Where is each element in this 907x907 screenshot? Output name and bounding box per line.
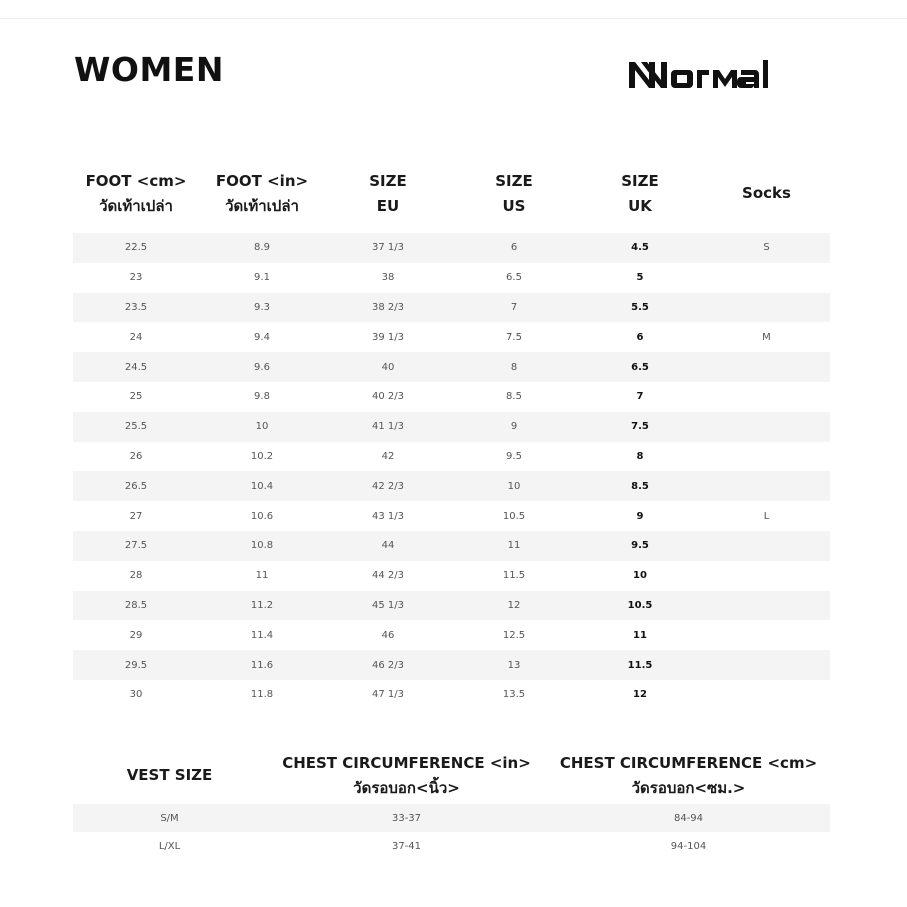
table-cell: 23.5: [73, 293, 199, 323]
table-cell: 25: [129, 391, 143, 403]
table-cell: 10.8: [199, 531, 325, 561]
table-cell: 8: [451, 352, 577, 382]
table-cell: 44: [325, 531, 451, 561]
table-cell: 46: [381, 629, 395, 641]
table-cell: 30: [129, 689, 143, 701]
table-cell: 11.6: [199, 650, 325, 680]
table-cell: 10.5: [577, 591, 703, 621]
table-cell: 11.5: [577, 650, 703, 680]
table-cell: 12: [451, 591, 577, 621]
table-row: [73, 832, 830, 860]
table-cell: 28: [129, 570, 143, 582]
table-cell: [703, 471, 830, 501]
column-header-label: Socks: [742, 184, 791, 202]
table-cell: 10.5: [502, 510, 526, 522]
table-cell: S: [703, 233, 830, 263]
table-cell: [703, 263, 830, 293]
table-cell: 26.5: [73, 471, 199, 501]
table-cell: 27: [129, 510, 143, 522]
table-cell: 5: [636, 272, 644, 284]
table-row: [73, 233, 830, 263]
table-row: [73, 620, 830, 650]
column-header-sublabel: วัดเท้าเปล่า: [99, 196, 173, 215]
table-cell: 37 1/3: [325, 233, 451, 263]
table-row: [73, 412, 830, 442]
table-cell: 13.5: [502, 689, 526, 701]
page-title: WOMEN: [74, 50, 224, 89]
table-cell: 9: [636, 510, 644, 522]
column-header-sublabel: US: [502, 196, 526, 215]
table-cell: 24: [129, 331, 143, 343]
table-cell: 9.3: [199, 293, 325, 323]
table-cell: 8: [636, 450, 644, 462]
table-cell: [703, 382, 830, 412]
table-cell: 39 1/3: [372, 331, 404, 343]
table-cell: 45 1/3: [325, 591, 451, 621]
table-cell: 11.2: [199, 591, 325, 621]
table-cell: L/XL: [158, 840, 181, 852]
table-row: [73, 471, 830, 501]
column-header: [73, 154, 199, 233]
table-cell: [703, 442, 830, 472]
table-row: [73, 322, 830, 352]
table-cell: 29.5: [73, 650, 199, 680]
shoe-size-table: [73, 154, 830, 710]
table-cell: 6: [451, 233, 577, 263]
table-cell: [703, 352, 830, 382]
table-cell: 7: [451, 293, 577, 323]
size-table-body: [73, 233, 830, 710]
table-row: [73, 804, 830, 832]
table-cell: 38 2/3: [325, 293, 451, 323]
column-header-label: FOOT <cm>: [85, 171, 187, 190]
table-cell: 11.8: [250, 689, 274, 701]
table-cell: [703, 591, 830, 621]
table-cell: 25.5: [73, 412, 199, 442]
table-row: [73, 591, 830, 621]
table-cell: S/M: [73, 804, 266, 832]
table-row: [73, 531, 830, 561]
column-header: [547, 747, 830, 804]
table-row: [73, 650, 830, 680]
column-header-sublabel: วัดรอบอก<นิ้ว>: [353, 778, 460, 797]
column-header-label: CHEST CIRCUMFERENCE <cm>: [559, 753, 818, 772]
table-cell: 23: [129, 272, 143, 284]
table-cell: 10: [633, 570, 647, 582]
column-header-sublabel: EU: [376, 196, 400, 215]
table-cell: 11: [633, 629, 647, 641]
table-cell: 5.5: [577, 293, 703, 323]
column-header-sublabel: UK: [628, 196, 652, 215]
column-header-sublabel: วัดรอบอก<ซม.>: [631, 778, 746, 797]
column-header: [73, 747, 266, 804]
table-cell: 26: [129, 450, 143, 462]
table-cell: 10.6: [250, 510, 274, 522]
table-row: [73, 382, 830, 412]
vest-table-header: [73, 747, 830, 804]
table-row: [73, 263, 830, 293]
table-cell: 8.5: [577, 471, 703, 501]
table-cell: 10.2: [250, 450, 274, 462]
table-cell: 94-104: [670, 840, 707, 852]
table-cell: 8.9: [199, 233, 325, 263]
table-cell: 43 1/3: [372, 510, 404, 522]
table-cell: 8.5: [506, 391, 522, 403]
table-cell: 11.4: [250, 629, 274, 641]
table-cell: [703, 650, 830, 680]
table-cell: 10.4: [199, 471, 325, 501]
table-cell: 11: [255, 570, 269, 582]
table-row: [73, 501, 830, 531]
table-cell: 84-94: [547, 804, 830, 832]
size-table-header: [73, 154, 830, 233]
table-cell: 4.5: [577, 233, 703, 263]
table-cell: 12.5: [502, 629, 526, 641]
table-row: [73, 442, 830, 472]
column-header: [266, 747, 547, 804]
table-cell: [703, 620, 830, 650]
table-cell: 24.5: [73, 352, 199, 382]
column-header-label: SIZE: [369, 171, 407, 190]
table-cell: 9.5: [577, 531, 703, 561]
table-cell: 33-37: [266, 804, 547, 832]
table-cell: 29: [129, 629, 143, 641]
table-cell: 7.5: [506, 331, 522, 343]
brand-logo: [627, 56, 809, 92]
table-cell: M: [762, 331, 771, 343]
table-cell: [703, 561, 830, 591]
table-cell: 47 1/3: [372, 689, 404, 701]
table-cell: 10: [451, 471, 577, 501]
column-header-label: SIZE: [495, 171, 533, 190]
table-cell: 12: [633, 689, 647, 701]
table-cell: 6.5: [506, 272, 522, 284]
table-cell: [703, 531, 830, 561]
table-cell: 22.5: [73, 233, 199, 263]
table-cell: 42: [381, 450, 395, 462]
table-cell: 27.5: [73, 531, 199, 561]
table-cell: 11: [451, 531, 577, 561]
table-cell: 6: [636, 331, 644, 343]
column-header: [703, 154, 830, 233]
table-cell: 37-41: [391, 840, 422, 852]
table-cell: 10: [199, 412, 325, 442]
table-cell: 7.5: [577, 412, 703, 442]
column-header-label: VEST SIZE: [126, 766, 213, 784]
table-row: [73, 680, 830, 710]
table-cell: 9.1: [254, 272, 270, 284]
table-cell: L: [763, 510, 770, 522]
table-cell: [703, 412, 830, 442]
table-cell: 7: [636, 391, 644, 403]
table-cell: 13: [451, 650, 577, 680]
table-cell: 42 2/3: [325, 471, 451, 501]
column-header-label: CHEST CIRCUMFERENCE <in>: [282, 753, 531, 772]
table-cell: 40 2/3: [372, 391, 404, 403]
column-header: [325, 154, 451, 233]
top-divider: [0, 18, 907, 19]
table-cell: 44 2/3: [372, 570, 404, 582]
table-cell: [703, 680, 830, 710]
column-header-label: SIZE: [621, 171, 659, 190]
column-header: [577, 154, 703, 233]
table-cell: 41 1/3: [325, 412, 451, 442]
column-header: [451, 154, 577, 233]
column-header-label: FOOT <in>: [215, 171, 309, 190]
table-cell: 38: [381, 272, 395, 284]
table-cell: 28.5: [73, 591, 199, 621]
table-row: [73, 561, 830, 591]
table-cell: 11.5: [502, 570, 526, 582]
vest-size-table: [73, 747, 830, 860]
column-header-sublabel: วัดเท้าเปล่า: [225, 196, 299, 215]
table-cell: 6.5: [577, 352, 703, 382]
vest-table-body: [73, 804, 830, 860]
table-cell: 46 2/3: [325, 650, 451, 680]
table-row: [73, 293, 830, 323]
table-cell: 40: [325, 352, 451, 382]
table-cell: 9.8: [254, 391, 270, 403]
column-header: [199, 154, 325, 233]
table-cell: 9.5: [506, 450, 522, 462]
table-row: [73, 352, 830, 382]
table-cell: [703, 293, 830, 323]
table-cell: 9.4: [254, 331, 270, 343]
table-cell: 9.6: [199, 352, 325, 382]
table-cell: 9: [451, 412, 577, 442]
